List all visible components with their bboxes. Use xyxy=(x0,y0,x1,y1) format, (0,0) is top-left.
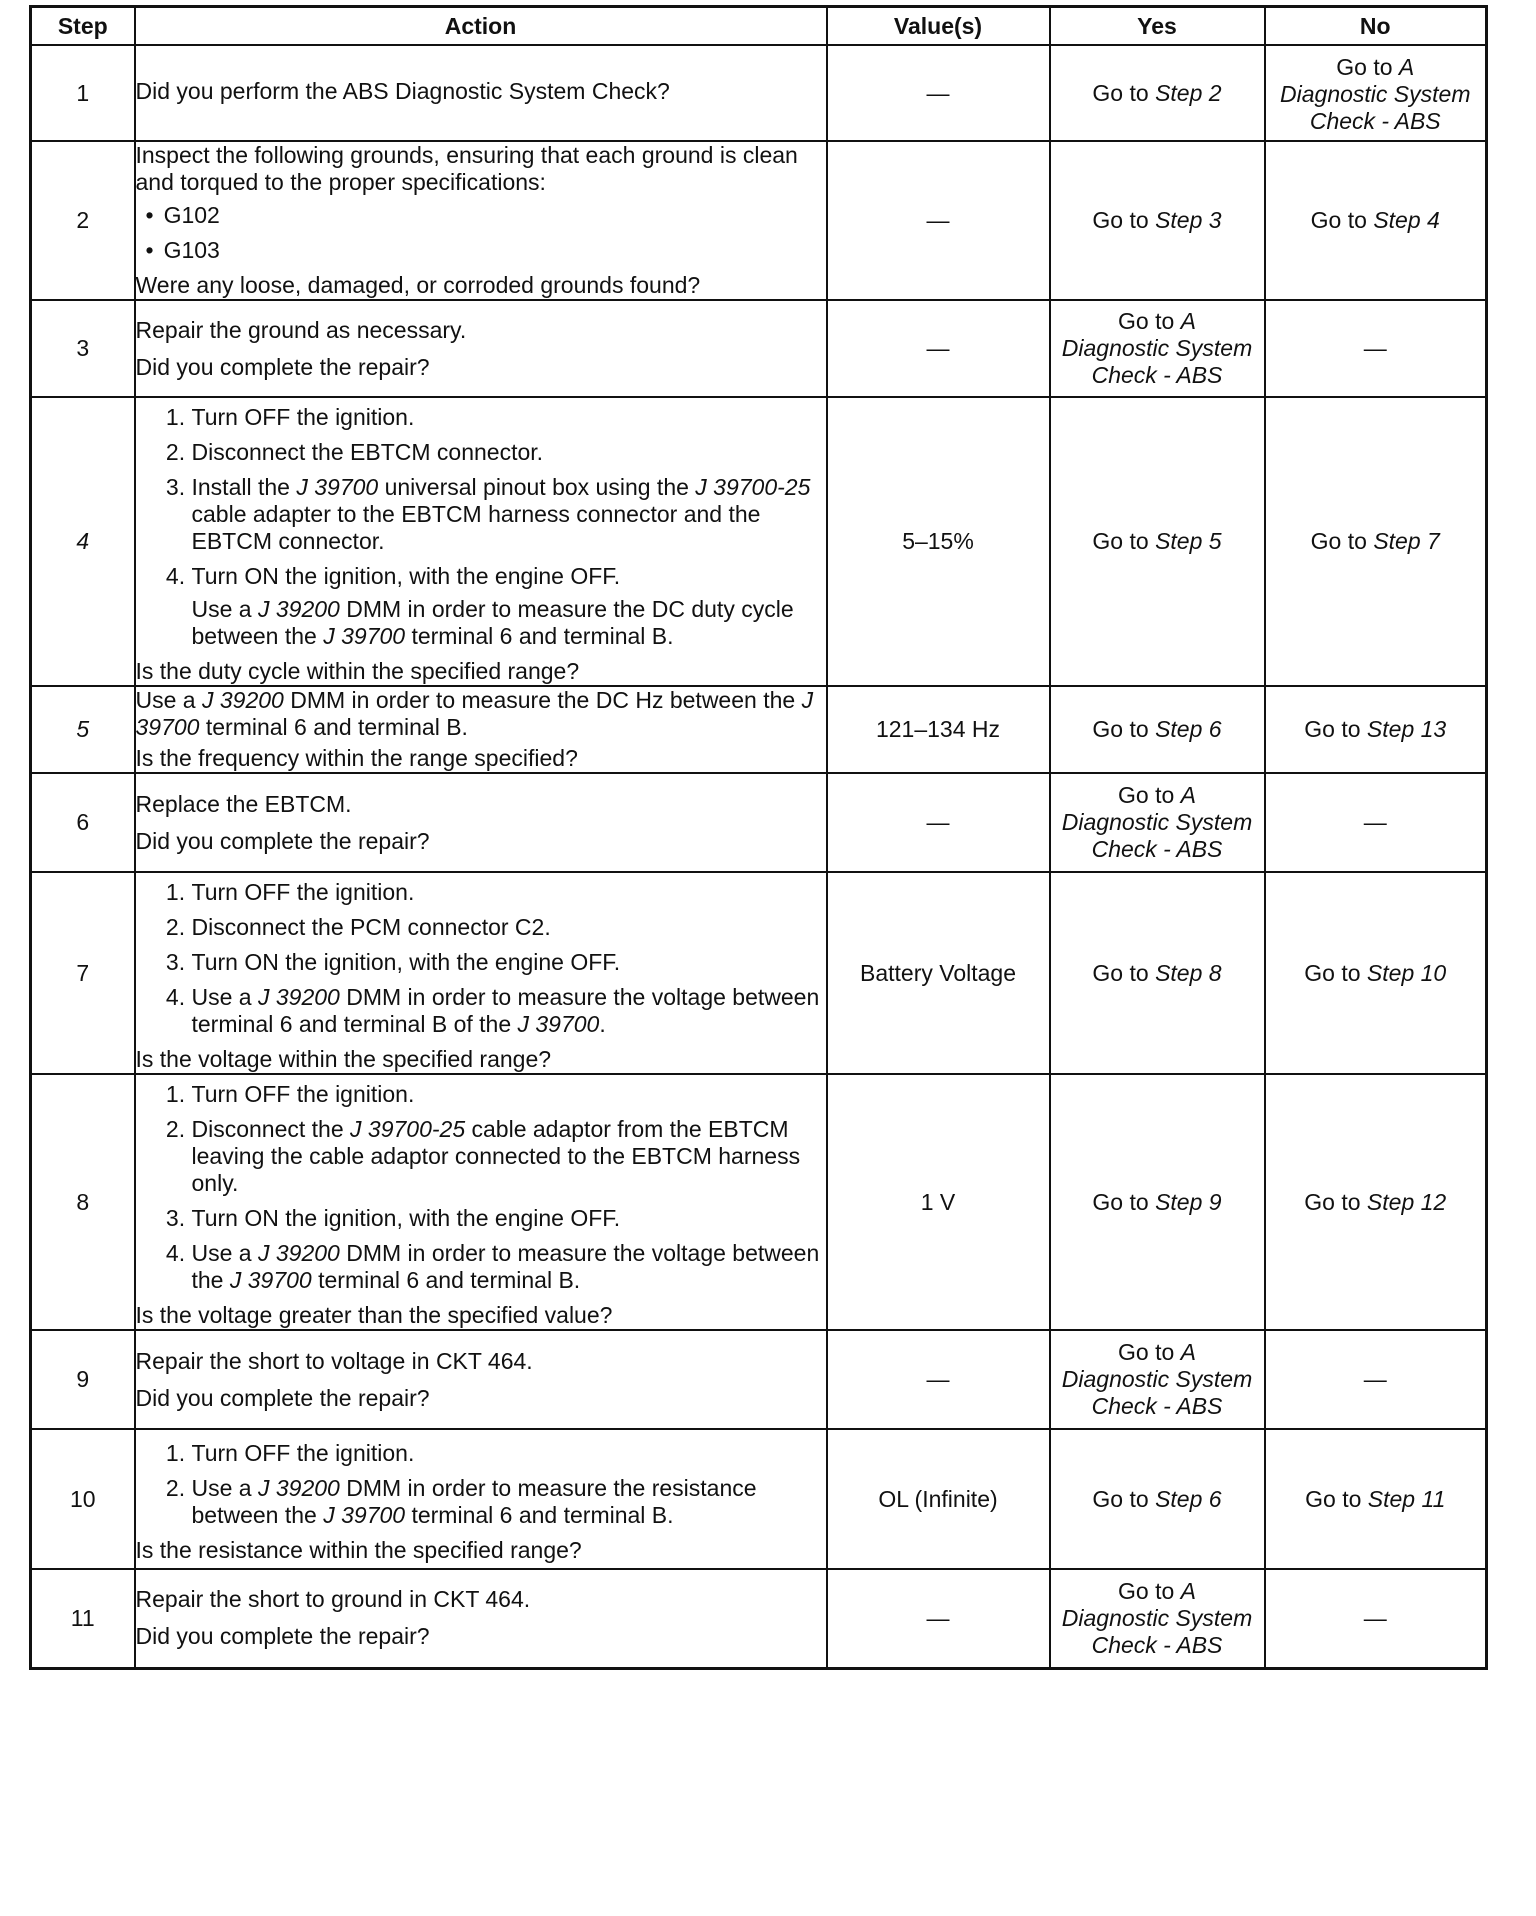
value-cell: 121–134 Hz xyxy=(827,686,1050,773)
list-item: 1. Turn OFF the ignition. xyxy=(192,879,826,906)
tool-ref: J 39200 xyxy=(257,984,340,1010)
yes-ref: Step 9 xyxy=(1155,1188,1222,1215)
value-cell: — xyxy=(827,1569,1050,1668)
diagnostic-table xyxy=(29,5,1488,1670)
value-cell: — xyxy=(827,1330,1050,1429)
tool-ref: J 39700 xyxy=(323,1502,406,1528)
yes-ref-a: A xyxy=(1180,1339,1196,1365)
yes-prefix: Go to xyxy=(1092,1188,1156,1215)
no-prefix: Go to xyxy=(1304,959,1367,986)
no-cell xyxy=(1265,141,1487,300)
step-number: 1 xyxy=(31,45,135,141)
yes-prefix: Go to xyxy=(1118,782,1181,808)
tool-ref: J 39200 xyxy=(201,687,284,713)
table-row xyxy=(31,397,1487,686)
header-values: Value(s) xyxy=(827,7,1050,46)
step-number: 4 xyxy=(31,397,135,686)
yes-cell xyxy=(1050,397,1265,686)
table-row xyxy=(31,686,1487,773)
no-ref: Step 11 xyxy=(1367,1485,1446,1512)
list-item xyxy=(192,474,826,555)
yes-ref: Step 5 xyxy=(1155,528,1222,554)
action-text: Repair the ground as necessary. xyxy=(135,316,467,343)
no-prefix: Go to xyxy=(1310,207,1374,233)
item-text: Use a xyxy=(191,984,258,1010)
yes-ref-rest: Diagnostic System Check - ABS xyxy=(1061,335,1253,388)
yes-ref: Step 6 xyxy=(1155,1485,1222,1512)
action-text: Inspect the following grounds, ensuring that each ground is clean and torqued to the proper specifications: xyxy=(135,142,798,195)
tool-ref: J 39700 xyxy=(229,1267,312,1293)
action-question: Did you complete the repair? xyxy=(135,1623,430,1650)
list-item: 1. Turn OFF the ignition. xyxy=(192,1081,826,1108)
item-text: Use a xyxy=(191,596,258,622)
no-prefix: Go to xyxy=(1336,54,1399,80)
procedure-list xyxy=(136,879,826,1038)
no-cell: — xyxy=(1265,300,1487,397)
table-row xyxy=(31,141,1487,300)
yes-ref: Step 8 xyxy=(1155,959,1222,986)
yes-ref-rest: Diagnostic System Check - ABS xyxy=(1061,1604,1253,1658)
yes-ref: Step 6 xyxy=(1155,716,1222,742)
yes-cell xyxy=(1050,686,1265,773)
procedure-list xyxy=(136,1440,826,1529)
yes-cell xyxy=(1050,872,1265,1074)
yes-prefix: Go to xyxy=(1092,716,1156,742)
action-text: Replace the EBTCM. xyxy=(135,790,352,817)
action-cell xyxy=(135,1330,827,1429)
no-cell xyxy=(1265,686,1487,773)
item-text: Use a xyxy=(191,1475,258,1501)
table-row xyxy=(31,872,1487,1074)
no-cell xyxy=(1265,1429,1487,1569)
yes-ref: Step 2 xyxy=(1155,79,1222,106)
action-cell xyxy=(135,686,827,773)
action-text: Repair the short to ground in CKT 464. xyxy=(135,1586,531,1613)
tool-ref: J 39700 xyxy=(135,687,814,740)
no-ref: Step 4 xyxy=(1373,207,1440,233)
list-item: 3. Turn ON the ignition, with the engine OFF. xyxy=(192,949,826,976)
action-question: Is the resistance within the specified range? xyxy=(135,1537,582,1563)
table-row xyxy=(31,300,1487,397)
action-question: Is the frequency within the range specified? xyxy=(135,745,578,771)
yes-cell xyxy=(1050,1074,1265,1330)
list-item: • G102 xyxy=(146,202,826,229)
action-text: Repair the short to voltage in CKT 464. xyxy=(135,1347,533,1374)
table-row xyxy=(31,1330,1487,1429)
item-text: terminal 6 and terminal B. xyxy=(405,623,674,649)
action-question: Is the voltage greater than the specified value? xyxy=(135,1302,613,1328)
list-item: • G103 xyxy=(146,237,826,264)
item-text: Use a xyxy=(135,687,202,713)
value-cell: 5–15% xyxy=(827,397,1050,686)
yes-prefix: Go to xyxy=(1118,1339,1181,1365)
header-action: Action xyxy=(135,7,827,46)
action-question: Did you complete the repair? xyxy=(135,1384,430,1411)
step-number: 6 xyxy=(31,773,135,872)
yes-ref-rest: Diagnostic System Check - ABS xyxy=(1061,1366,1253,1419)
yes-cell xyxy=(1050,1330,1265,1429)
action-cell xyxy=(135,45,827,141)
tool-ref: J 39700 xyxy=(517,1011,600,1037)
yes-cell xyxy=(1050,45,1265,141)
yes-prefix: Go to xyxy=(1092,79,1156,106)
yes-cell xyxy=(1050,1569,1265,1668)
step-number: 5 xyxy=(31,686,135,773)
action-cell xyxy=(135,1429,827,1569)
item-text: Disconnect the xyxy=(191,1116,351,1142)
table-row xyxy=(31,773,1487,872)
yes-ref-a: A xyxy=(1180,782,1196,808)
item-text: . xyxy=(599,1011,606,1037)
value-cell: — xyxy=(827,300,1050,397)
step-number: 3 xyxy=(31,300,135,397)
action-cell xyxy=(135,397,827,686)
value-cell: Battery Voltage xyxy=(827,872,1050,1074)
value-cell: OL (Infinite) xyxy=(827,1429,1050,1569)
no-ref-a: A xyxy=(1398,54,1415,80)
action-question: Did you complete the repair? xyxy=(135,353,430,380)
no-prefix: Go to xyxy=(1310,528,1374,554)
list-item: 1. Turn OFF the ignition. xyxy=(192,1440,826,1467)
list-item: 1. Turn OFF the ignition. xyxy=(192,404,826,431)
step-number: 2 xyxy=(31,141,135,300)
procedure-list xyxy=(136,404,826,650)
no-cell xyxy=(1265,872,1487,1074)
no-cell: — xyxy=(1265,1330,1487,1429)
no-prefix: Go to xyxy=(1304,716,1367,742)
action-cell xyxy=(135,300,827,397)
step-number: 7 xyxy=(31,872,135,1074)
action-cell xyxy=(135,141,827,300)
item-text: DMM in order to measure the DC duty cycle between the xyxy=(191,596,794,649)
header-step: Step xyxy=(31,7,135,46)
step-number: 9 xyxy=(31,1330,135,1429)
item-text: universal pinout box using the xyxy=(378,474,696,500)
no-prefix: Go to xyxy=(1304,1188,1367,1215)
step-number: 10 xyxy=(31,1429,135,1569)
no-prefix: Go to xyxy=(1305,1485,1368,1512)
item-text: terminal 6 and terminal B. xyxy=(199,714,468,740)
step-number: 8 xyxy=(31,1074,135,1330)
table-row xyxy=(31,1569,1487,1668)
table-row xyxy=(31,1429,1487,1569)
item-text: Turn ON the ignition, with the engine OFF. xyxy=(191,563,621,589)
list-item xyxy=(192,1240,826,1294)
table-row xyxy=(31,45,1487,141)
ground-list xyxy=(146,202,826,264)
list-item xyxy=(192,1475,826,1529)
no-ref: Step 10 xyxy=(1366,959,1447,986)
list-item xyxy=(192,1116,826,1197)
action-question: Did you complete the repair? xyxy=(135,827,430,854)
action-cell xyxy=(135,773,827,872)
action-cell xyxy=(135,872,827,1074)
yes-prefix: Go to xyxy=(1092,1485,1156,1512)
yes-cell xyxy=(1050,773,1265,872)
tool-ref: J 39200 xyxy=(257,1475,340,1501)
no-ref: Step 13 xyxy=(1366,716,1447,742)
action-question: Were any loose, damaged, or corroded grounds found? xyxy=(135,272,701,298)
tool-ref: J 39200 xyxy=(257,1240,340,1266)
item-text: cable adaptor from the EBTCM leaving the cable adaptor connected to the EBTCM harness only. xyxy=(191,1116,801,1196)
action-cell xyxy=(135,1569,827,1668)
action-question: Is the duty cycle within the specified range? xyxy=(135,658,580,684)
header-yes: Yes xyxy=(1050,7,1265,46)
header-no: No xyxy=(1265,7,1487,46)
yes-prefix: Go to xyxy=(1092,207,1156,233)
yes-cell xyxy=(1050,1429,1265,1569)
no-cell: — xyxy=(1265,773,1487,872)
no-ref: Step 7 xyxy=(1373,528,1440,554)
no-cell xyxy=(1265,397,1487,686)
no-ref: Step 12 xyxy=(1366,1188,1447,1215)
yes-ref-a: A xyxy=(1180,308,1196,334)
action-text xyxy=(136,687,826,741)
yes-prefix: Go to xyxy=(1092,959,1156,986)
no-cell xyxy=(1265,1074,1487,1330)
yes-prefix: Go to xyxy=(1118,1577,1181,1604)
list-item: 3. Turn ON the ignition, with the engine OFF. xyxy=(192,1205,826,1232)
item-text: terminal 6 and terminal B. xyxy=(405,1502,674,1528)
list-item: 2. Disconnect the PCM connector C2. xyxy=(192,914,826,941)
no-ref-rest: Diagnostic System Check - ABS xyxy=(1280,81,1471,134)
procedure-list xyxy=(136,1081,826,1294)
list-item xyxy=(192,563,826,650)
value-cell: 1 V xyxy=(827,1074,1050,1330)
sub-instruction xyxy=(192,596,826,650)
yes-ref: Step 3 xyxy=(1155,207,1222,233)
item-text: DMM in order to measure the resistance between the xyxy=(191,1475,757,1528)
item-text: DMM in order to measure the voltage between the xyxy=(191,1240,820,1293)
item-text: Install the xyxy=(191,474,297,500)
value-cell: — xyxy=(827,773,1050,872)
item-text: DMM in order to measure the DC Hz between the xyxy=(283,687,802,713)
item-text: DMM in order to measure the voltage between terminal 6 and terminal B of the xyxy=(191,984,820,1037)
list-item: 2. Disconnect the EBTCM connector. xyxy=(192,439,826,466)
yes-prefix: Go to xyxy=(1118,308,1181,334)
no-cell: — xyxy=(1265,1569,1487,1668)
action-cell xyxy=(135,1074,827,1330)
yes-cell xyxy=(1050,300,1265,397)
item-text: cable adapter to the EBTCM harness connector and the EBTCM connector. xyxy=(191,501,761,554)
table-header-row xyxy=(31,7,1487,46)
tool-ref: J 39700-25 xyxy=(695,474,811,500)
no-cell xyxy=(1265,45,1487,141)
tool-ref: J 39200 xyxy=(257,596,340,622)
value-cell: — xyxy=(827,45,1050,141)
list-item xyxy=(192,984,826,1038)
table-row xyxy=(31,1074,1487,1330)
yes-cell xyxy=(1050,141,1265,300)
item-text: Use a xyxy=(191,1240,258,1266)
yes-prefix: Go to xyxy=(1092,528,1156,554)
tool-ref: J 39700 xyxy=(323,623,406,649)
yes-ref-a: A xyxy=(1180,1577,1196,1604)
step-number: 11 xyxy=(31,1569,135,1668)
item-text: terminal 6 and terminal B. xyxy=(311,1267,581,1293)
tool-ref: J 39700 xyxy=(296,474,379,500)
action-text: Did you perform the ABS Diagnostic System Check? xyxy=(135,77,670,104)
value-cell: — xyxy=(827,141,1050,300)
tool-ref: J 39700-25 xyxy=(350,1116,466,1142)
action-question: Is the voltage within the specified range? xyxy=(135,1046,552,1072)
yes-ref-rest: Diagnostic System Check - ABS xyxy=(1061,809,1253,862)
